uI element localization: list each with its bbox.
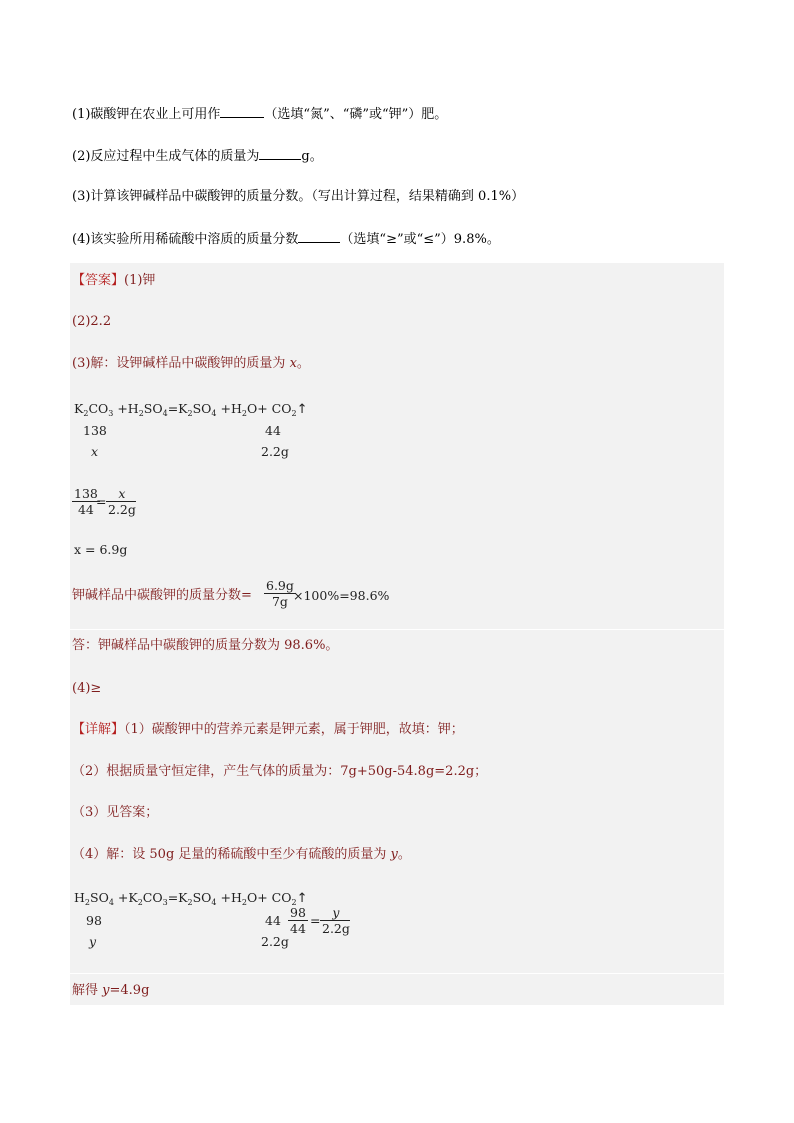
solve-label: 解得 (72, 983, 103, 998)
answer-blank (220, 104, 264, 118)
detail-1 (72, 721, 464, 739)
answer-3-intro-end: 。 (296, 356, 310, 371)
question-2-unit: g。 (301, 149, 323, 164)
mass-co2: 2.2g (261, 934, 289, 949)
molar-mass-co2: 44 (265, 423, 281, 438)
x-result: x = 6.9g (74, 542, 128, 557)
answer-3-intro-text: (3)解：设钾碱样品中碳酸钾的质量为 (72, 356, 290, 371)
detail-4-text: （4）解：设 50g 足量的稀硫酸中至少有硫酸的质量为 (72, 847, 391, 862)
fraction-6.9g-7g: 6.9g 7g (266, 578, 294, 609)
question-2-text: (2)反应过程中生成气体的质量为 (72, 149, 260, 164)
answer-1-text: (1)钾 (124, 273, 156, 288)
up-arrow-icon: ↑ (296, 402, 308, 417)
answer-3-intro (72, 355, 310, 373)
variable-y: y (102, 983, 110, 998)
question-2 (72, 146, 323, 166)
answer-blank (259, 146, 301, 160)
solve-value: =4.9g (109, 983, 150, 998)
molar-mass-k2co3: 138 (83, 423, 107, 438)
detail-2: （2）根据质量守恒定律，产生气体的质量为：7g+50g-54.8g=2.2g； (72, 764, 488, 779)
question-4 (72, 229, 500, 249)
divider (70, 629, 724, 630)
answer-blank (298, 229, 340, 243)
answer-4: (4)≥ (72, 681, 102, 696)
answer-conclusion: 答：钾碱样品中碳酸钾的质量分数为 98.6%。 (72, 638, 339, 653)
equals-sign: = (310, 913, 321, 928)
variable-x: x (289, 356, 297, 371)
fraction-y-2.2g: y 2.2g (322, 905, 350, 936)
detail-4 (72, 846, 411, 864)
detail-1-text: （1）碳酸钾中的营养元素是钾元素，属于钾肥，故填：钾； (124, 722, 464, 737)
mass-co2: 2.2g (261, 444, 289, 459)
question-4-text: (4)该实验所用稀硫酸中溶质的质量分数 (72, 232, 299, 247)
detail-tag: 【详解】 (72, 722, 125, 737)
chemical-equation-1: $K_2CO_3 +H_2SO_4=K_2SO_4 +H_2O+$ $CO_2↑$ (74, 401, 308, 418)
question-1-options: （选填“氮”、“磷”或“钾”）肥。 (264, 107, 448, 122)
question-1-text: (1)碳酸钾在农业上可用作 (72, 107, 221, 122)
fraction-138-44: 138 44 (74, 486, 98, 517)
question-3-text: (3)计算该钾碱样品中碳酸钾的质量分数。（写出计算过程，结果精确到 0.1%） (72, 189, 525, 204)
detail-4-end: 。 (397, 847, 411, 862)
question-1 (72, 104, 447, 124)
question-3 (72, 188, 524, 206)
solve-result (72, 982, 149, 1000)
detail-3: （3）见答案； (72, 805, 159, 820)
fraction-98-44: 98 44 (290, 905, 306, 936)
answer-2: (2)2.2 (72, 314, 112, 329)
mass-fraction-label: 钾碱样品中碳酸钾的质量分数= (72, 588, 252, 603)
answer-1 (72, 272, 155, 290)
chemical-equation-2: $H_2SO_4 +K_2CO_3=K_2SO_4 +H_2O+$ $CO_2↑$ (74, 890, 308, 907)
up-arrow-icon: ↑ (296, 891, 308, 906)
variable-y: y (89, 934, 97, 949)
mass-fraction-result: ×100%=98.6% (293, 588, 390, 603)
variable-y: y (390, 847, 398, 862)
molar-mass-co2: 44 (265, 913, 281, 928)
equals-sign: = (96, 494, 107, 509)
divider (70, 973, 724, 974)
variable-x: x (91, 444, 99, 459)
molar-mass-h2so4: 98 (86, 913, 102, 928)
fraction-x-2.2g: x 2.2g (108, 486, 136, 517)
question-4-options: （选填“≥”或“≤”）9.8%。 (340, 232, 500, 247)
answer-tag: 【答案】 (72, 273, 125, 288)
